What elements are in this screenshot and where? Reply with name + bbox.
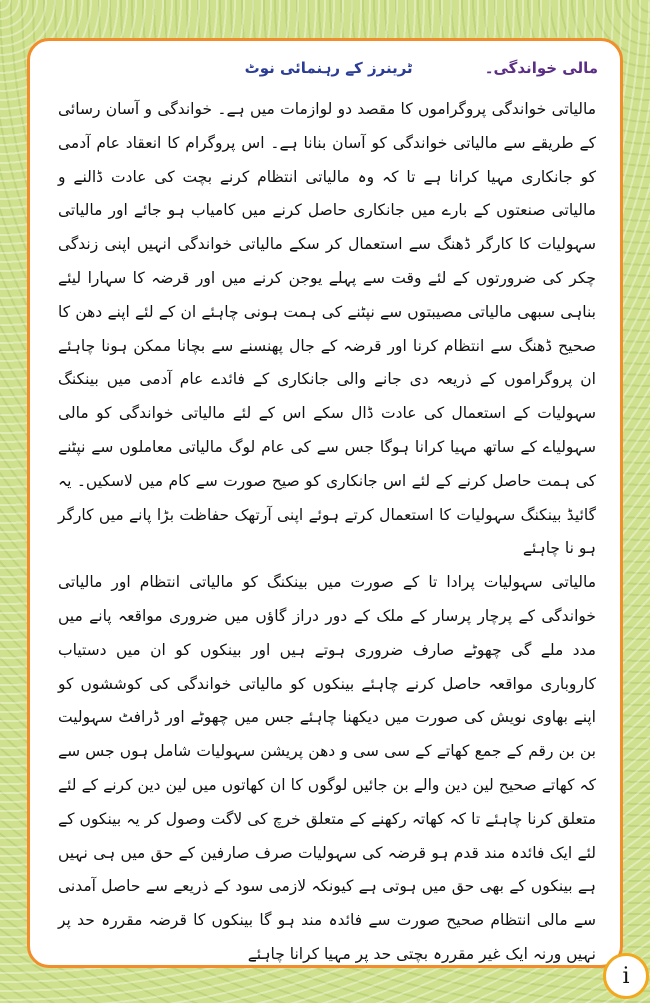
page-header [245, 59, 598, 77]
body-text [58, 93, 596, 972]
trainer-note-title: ٹرینرز کے رہنمائی نوٹ [244, 59, 413, 77]
page-number-badge [603, 953, 649, 999]
paragraph-financial-literacy: مالیاتی خواندگی پروگراموں کا مقصد دو لوازمات میں ہے۔ خواندگی و آسان رسائی کے طریقے سے مالیاتی خواندگی کو آسان بنانا ہے۔ اس پروگرام کا انعقاد عام آدمی کو جانکاری مہیا کرانا ہے تا کہ وہ مالیاتی انتظام کرنے بچت کی عادت ڈالنے و مالیاتی صنعتوں کے بارے میں جانکاری حاصل کرنے میں کامیاب ہو جائے اور مالیاتی سہولیات کا کارگر ڈھنگ سے استعمال کر سکے مالیاتی خواندگی انہیں اپنی زندگی چکر کی ضرورتوں کے لئے وقت سے پہلے یوجن کرنے میں اور قرضہ کا سہارا لیئے بناہی سبھی مالیاتی مصیبتوں سے نپٹنے کی ہمت ہونی چاہئے ان کے لئے اپنے دھن کا صحیح ڈھنگ سے انتظام کرنا اور قرضہ کے جال پھنسنے سے بچانا ممکن ہونا چاہئے ان پروگراموں کے ذریعہ دی جانے والی جانکاری کے فائدے عام آدمی میں بینکنگ سہولیات کے استعمال کی عادت ڈال سکے اس کے لئے مالیاتی خواندگی کو مالی سہولیاے کے ساتھ مہیا کرانا ہوگا جس سے کی عام لوگ مالیاتی معاملوں سے نپٹنے کی ہمت حاصل کرنے کے لئے اس جانکاری کو صیح صورت سے کام میں لاسکیں۔ یہ گائیڈ بینکنگ سہولیات کا استعمال کرتے ہوئے اپنی آرتھک حفاظت بڑا پانے میں کارگر ہو نا چاہئے [58, 100, 596, 558]
page-frame [27, 38, 623, 968]
paragraph-banking-services: مالیاتی سہولیات پرادا تا کے صورت میں بینکنگ کو مالیاتی انتظام اور مالیاتی خواندگی کے پرچار پرسار کے ملک کے دور دراز گاؤں میں ضروری مواقعہ پانے میں مدد ملے گی چھوٹے صارف ضروری ہوتے ہیں اور بینکوں کو ان میں دستیاب کاروباری مواقعہ حاصل کرنے چاہئے بینکوں کو مالیاتی خواندگی کی کوششوں کو اپنے بھاوی نویش کی صورت میں دیکھنا چاہئے جس میں چھوٹے اور ڈرافٹ سہولیت بن بن رقم کے جمع کھاتے کے سی سی و دھن پریشن سہولیات شامل ہوں جس سے کہ کھاتے صحیح لین دین والے بن جائیں لوگوں کا ان کھاتوں میں لین دین کرنے کے لئے متعلق کرنا چاہئے تا کہ کھاتہ رکھنے کے متعلق خرچ کی لاگت وصول کر یہ بینکوں کے لئے ایک فائدہ مند قدم ہو قرضہ کی سہولیات صرف صارفین کے حق میں ہی نہیں ہے بینکوں کے بھی حق میں ہوتی ہے کیونکہ لازمی سود کے ذریعے سے حاصل آمدنی سے مالی انتظام صحیح صورت سے فائدہ مند ہو گا بینکوں کا قرضہ مقررہ حد پر نہیں ورنہ ایک غیر مقررہ بچتی حد پر مہیا کرانا چاہئے [58, 573, 597, 963]
page-number: i [622, 963, 630, 989]
section-title: مالی خواندگی۔ [484, 59, 598, 77]
